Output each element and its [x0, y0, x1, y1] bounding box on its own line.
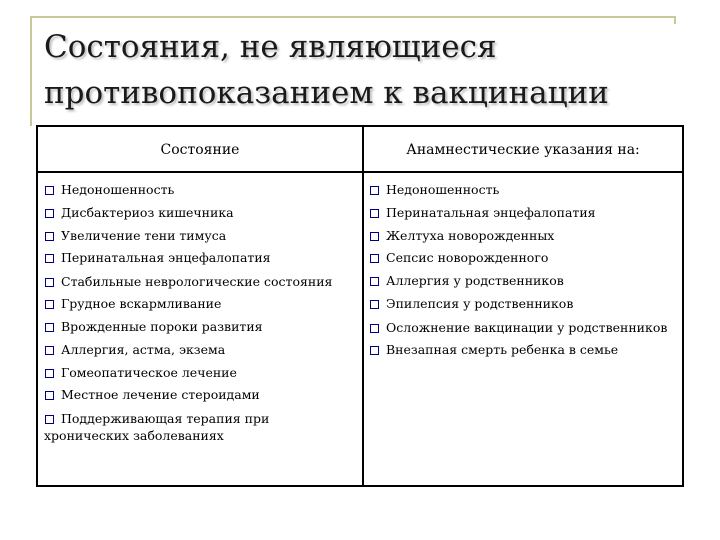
list-item	[369, 316, 679, 339]
square-bullet-icon	[370, 324, 379, 333]
left-column-list	[44, 179, 358, 447]
list-item	[44, 202, 358, 225]
square-bullet-icon	[45, 415, 54, 424]
conditions-table	[36, 125, 684, 487]
square-bullet-icon	[45, 232, 54, 241]
list-item-label: Внезапная смерть ребенка в семье	[386, 341, 619, 357]
list-item	[44, 362, 358, 385]
list-item-label: Перинатальная энцефалопатия	[61, 250, 271, 266]
right-column-list	[369, 179, 679, 362]
table-header	[38, 127, 682, 173]
square-bullet-icon	[370, 300, 379, 309]
list-item	[44, 316, 358, 339]
list-item-label: Аллергия у родственников	[386, 273, 564, 289]
list-item	[369, 247, 679, 270]
square-bullet-icon	[370, 346, 379, 355]
list-item-label: Увеличение тени тимуса	[61, 227, 227, 243]
square-bullet-icon	[370, 277, 379, 286]
decorative-frame-top	[30, 16, 674, 18]
square-bullet-icon	[45, 369, 54, 378]
list-item	[44, 225, 358, 248]
list-item-label: Местное лечение стероидами	[61, 387, 260, 403]
square-bullet-icon	[45, 391, 54, 400]
list-item-label: Поддерживающая терапия при хронических заболеваниях	[44, 411, 270, 444]
square-bullet-icon	[45, 209, 54, 218]
square-bullet-icon	[370, 254, 379, 263]
list-item-label: Недоношенность	[61, 182, 175, 197]
square-bullet-icon	[45, 346, 54, 355]
square-bullet-icon	[45, 186, 54, 195]
decorative-frame-right	[674, 16, 676, 24]
list-item	[369, 179, 679, 202]
list-item	[44, 407, 358, 447]
decorative-frame-left	[30, 16, 32, 126]
list-item	[369, 202, 679, 225]
list-item	[44, 293, 358, 316]
list-item	[369, 270, 679, 293]
list-item-label: Желтуха новорожденных	[386, 227, 555, 243]
list-item-label: Дисбактериоз кишечника	[61, 204, 234, 220]
list-item-label: Перинатальная энцефалопатия	[386, 204, 596, 220]
list-item	[44, 270, 358, 293]
list-item-label: Осложнение вакцинации у родственников	[386, 319, 668, 335]
list-item-label: Стабильные неврологические состояния	[61, 274, 333, 290]
list-item-label: Сепсис новорожденного	[386, 250, 549, 266]
list-item-label: Врожденные пороки развития	[61, 318, 263, 334]
slide-title: Состояния, не являющиеся противопоказанием к вакцинации	[44, 29, 609, 111]
list-item	[44, 384, 358, 407]
square-bullet-icon	[45, 278, 54, 287]
square-bullet-icon	[45, 254, 54, 263]
list-item	[369, 293, 679, 316]
list-item	[44, 247, 358, 270]
header-left: Состояние	[160, 142, 240, 158]
list-item-label: Эпилепсия у родственников	[386, 295, 574, 311]
list-item-label: Гомеопатическое лечение	[61, 364, 237, 380]
list-item	[44, 339, 358, 362]
list-item	[44, 179, 358, 202]
list-item	[369, 339, 679, 362]
column-divider	[362, 127, 364, 485]
header-right: Анамнестические указания на:	[406, 142, 640, 158]
list-item-label: Грудное вскармливание	[61, 296, 222, 312]
square-bullet-icon	[370, 232, 379, 241]
square-bullet-icon	[45, 323, 54, 332]
list-item-label: Недоношенность	[386, 182, 500, 197]
square-bullet-icon	[370, 186, 379, 195]
list-item	[369, 225, 679, 248]
square-bullet-icon	[370, 209, 379, 218]
list-item-label: Аллергия, астма, экзема	[61, 341, 226, 357]
square-bullet-icon	[45, 300, 54, 309]
